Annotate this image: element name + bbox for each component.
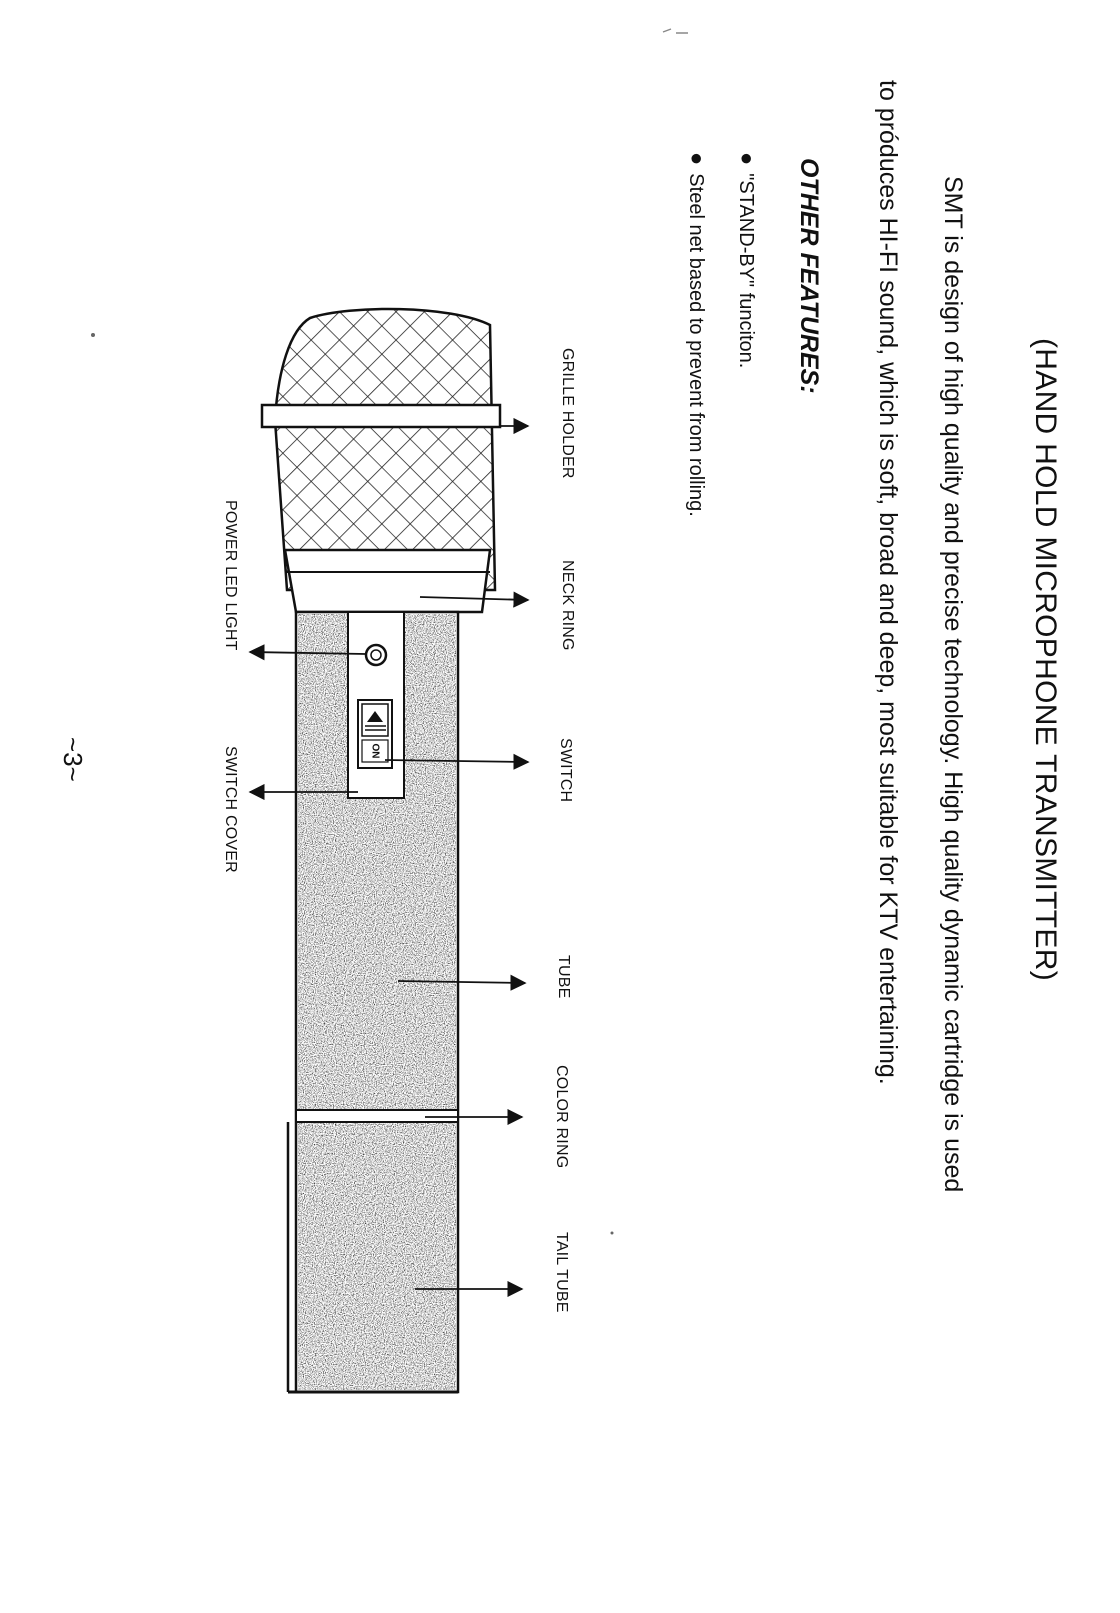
grille-holder <box>262 405 500 427</box>
label-neck-ring: NECK RING <box>559 560 576 651</box>
neck-ring <box>285 550 490 612</box>
page-title: (HAND HOLD MICROPHONE TRANSMITTER) <box>1029 338 1062 981</box>
label-color-ring: COLOR RING <box>553 1065 570 1169</box>
intro-line-2: to próduces HI-FI sound, which is soft, broad and deep, most suitable for KTV entertaining. <box>874 80 902 1085</box>
label-tail-tube: TAIL TUBE <box>553 1232 570 1313</box>
bullet-icon: ● <box>735 152 760 166</box>
label-power-led-light: POWER LED LIGHT <box>222 500 239 651</box>
feature-text: Steel net based to prevent from rolling. <box>685 173 707 517</box>
color-ring <box>296 1110 458 1122</box>
grille-head <box>275 309 495 590</box>
label-switch: SWITCH <box>557 738 574 803</box>
intro-line-1: SMT is design of high quality and precise technology. High quality dynamic cartridge is used <box>939 176 967 1193</box>
label-tube: TUBE <box>555 955 572 999</box>
bullet-icon: ● <box>685 152 710 166</box>
features-heading: OTHER FEATURES: <box>795 158 823 394</box>
label-grille-holder: GRILLE HOLDER <box>559 348 576 479</box>
label-switch-cover: SWITCH COVER <box>222 746 239 873</box>
page-number: ~3~ <box>58 737 88 782</box>
feature-text: "STAND-BY" funciton. <box>735 173 757 369</box>
switch-on-text: ON <box>369 743 381 759</box>
